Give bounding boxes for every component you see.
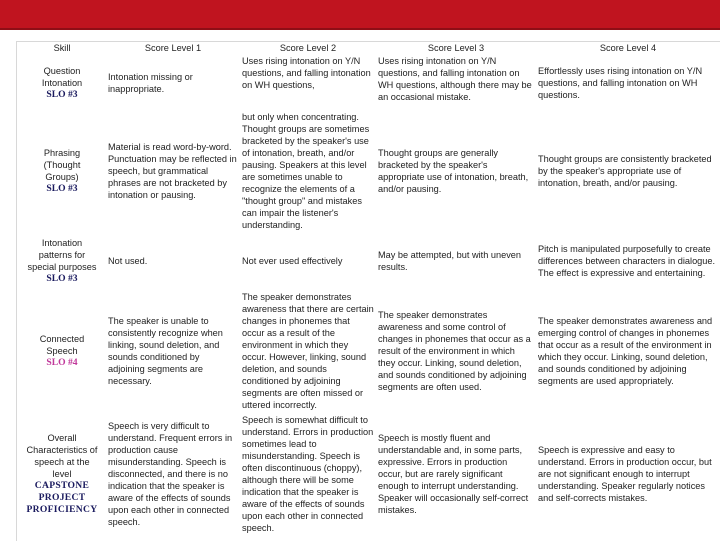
level-3-cell: The speaker demonstrates awareness and some control of changes in phonemes that occur as a result of the environment in which they occur. Linking, sound deletion, and sounds conditioned by adjoining segments are often used.	[378, 310, 531, 392]
rubric-table	[16, 41, 718, 537]
skill-cell	[16, 231, 104, 291]
row-overall-characteristics	[16, 411, 718, 537]
level-3-cell: Speech is mostly fluent and understandable and, in some parts, expressive. Errors in production occur, but are rarely significant enough to interrupt understanding. Speaker will occasionally self-correct mistakes.	[378, 433, 529, 515]
slo-label: SLO #3	[46, 89, 78, 100]
top-banner	[0, 0, 720, 28]
skill-name-line: Phrasing	[43, 148, 81, 158]
level-4-cell: The speaker demonstrates awareness and emerging control of changes in phonemes that occur as a result of the environment in which they occur. Linking, sound deletion, and sounds conditioned by adjoining segments are used appropriately.	[538, 316, 713, 386]
skill-name-line: (Thought	[43, 160, 81, 170]
level-4-cell: Speech is expressive and easy to understand. Errors in production occur, but are not significant enough to interrupt understanding. Speaker regularly notices and self-corrects mistakes.	[538, 445, 712, 503]
header-row	[16, 41, 718, 55]
level-2-cell: but only when concentrating. Thought groups are sometimes bracketed by the speaker's use of intonation, breath, and/or pausing. Speakers at this level are sometimes unable to recognize the elements of a "thought group" and mistakes can impair the listener's understanding.	[242, 112, 370, 230]
row-question-intonation	[16, 55, 718, 111]
skill-name-line: special purposes	[27, 262, 97, 272]
level-4-cell: Pitch is manipulated purposefully to create differences between characters in dialogue. The effect is expressive and entertaining.	[538, 244, 716, 278]
level-4-cell: Thought groups are consistently bracketed by the speaker's appropriate use of intonation, breath, and/or pausing.	[538, 154, 712, 188]
skill-cell	[16, 55, 104, 111]
skill-name-line: Intonation	[41, 78, 83, 88]
header-skill: Skill	[53, 43, 71, 53]
skill-name-line: patterns for	[38, 250, 86, 260]
project-label: PROJECT	[38, 492, 86, 503]
skill-name-line: speech at the	[34, 457, 90, 467]
skill-cell	[16, 111, 104, 231]
level-1-cell: Speech is very difficult to understand. Frequent errors in production cause misunderstanding. Speech is disconnected, and there is no indication that the speaker is aware of the effects of sounds upon each other in connected speech.	[108, 421, 233, 527]
skill-cell	[16, 411, 104, 537]
level-3-cell: Thought groups are generally bracketed by the speaker's appropriate use of intonation, breath, and/or pausing.	[378, 148, 529, 194]
header-score-level-1: Score Level 1	[144, 43, 202, 53]
header-score-level-3: Score Level 3	[427, 43, 485, 53]
slo-label: SLO #4	[46, 357, 78, 368]
level-2-cell: The speaker demonstrates awareness that there are certain changes in phonemes that occur as a result of the environment in which they occur. However, linking, sound deletion, and sounds conditioned by adjoining segments are often missed or uttered incorrectly.	[242, 292, 374, 410]
skill-cell	[16, 291, 104, 411]
level-1-cell: Material is read word-by-word. Punctuation may be reflected in speech, but grammatical phrases are not bracketed by intonation or pausing.	[108, 142, 237, 200]
top-banner-shadow	[0, 28, 720, 30]
skill-name-line: Characteristics of	[26, 445, 98, 455]
skill-name-line: Groups)	[45, 172, 79, 182]
skill-name-line: Overall	[47, 433, 77, 443]
skill-name-line: Connected	[39, 334, 85, 344]
proficiency-label: PROFICIENCY	[26, 504, 98, 515]
level-2-cell: Not ever used effectively	[242, 256, 343, 266]
level-3-cell: Uses rising intonation on Y/N questions, and falling intonation on WH questions, although there may be an occasional mistake.	[378, 56, 532, 102]
row-connected-speech	[16, 291, 718, 411]
slo-label: SLO #3	[46, 273, 78, 284]
row-phrasing	[16, 111, 718, 231]
level-2-cell: Uses rising intonation on Y/N questions, and falling intonation on WH questions,	[242, 56, 371, 90]
capstone-label: CAPSTONE	[34, 480, 90, 491]
level-3-cell: May be attempted, but with uneven results.	[378, 250, 522, 272]
level-1-cell: Intonation missing or inappropriate.	[108, 72, 193, 94]
skill-name-line: level	[52, 469, 72, 479]
level-4-cell: Effortlessly uses rising intonation on Y/N questions, and falling intonation on WH questions.	[538, 66, 703, 100]
level-2-cell: Speech is somewhat difficult to understand. Errors in production sometimes lead to misunderstanding. Speech is often discontinuous (choppy), although there will be some indication that the speaker is aware of the effects of sounds upon each other in connected speech.	[242, 415, 374, 533]
header-score-level-2: Score Level 2	[279, 43, 337, 53]
slo-label: SLO #3	[46, 183, 78, 194]
row-intonation-special-purposes	[16, 231, 718, 291]
header-score-level-4: Score Level 4	[599, 43, 657, 53]
level-1-cell: Not used.	[108, 256, 148, 266]
skill-name-line: Intonation	[41, 238, 83, 248]
level-1-cell: The speaker is unable to consistently recognize when linking, sound deletion, and sounds conditioned by adjoining segments are necessary.	[108, 316, 223, 386]
skill-name-line: Speech	[46, 346, 78, 356]
skill-name-line: Question	[43, 66, 81, 76]
